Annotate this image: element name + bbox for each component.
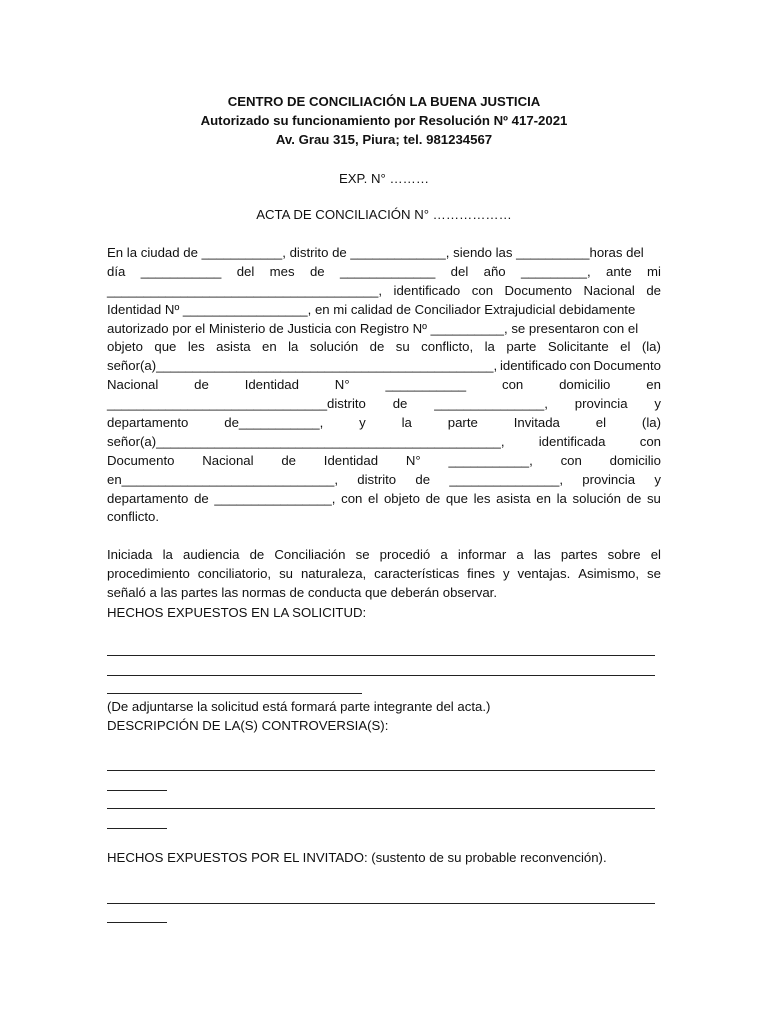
word: a <box>516 547 524 562</box>
word: con <box>471 282 494 298</box>
word: _______________, <box>449 471 564 487</box>
word: _____________________________________, <box>107 282 383 298</box>
word: de <box>646 282 661 298</box>
word: parte <box>506 339 537 355</box>
word: departamento <box>107 415 189 431</box>
word: naturaleza, <box>300 565 367 581</box>
intro-paragraph <box>107 244 661 527</box>
word: de <box>415 471 431 487</box>
word: ___________, <box>448 452 533 468</box>
word: que <box>445 490 468 506</box>
word: Solicitante <box>547 339 609 355</box>
word: asista <box>216 339 251 355</box>
word: _______________, <box>434 396 548 412</box>
word: Nacional <box>583 282 635 298</box>
text-line <box>107 546 661 565</box>
word: identificado <box>393 282 461 298</box>
blank-line <box>107 922 167 923</box>
section-heading-invitado: HECHOS EXPUESTOS POR EL INVITADO: (sustento de su probable reconvención). <box>107 850 607 865</box>
text-line <box>107 282 661 301</box>
word: conflicto, <box>421 339 474 355</box>
word: sobre <box>607 547 641 562</box>
word: de <box>249 547 265 562</box>
word: en <box>646 377 661 393</box>
blank-line <box>107 903 655 904</box>
word: de <box>281 452 297 468</box>
word: se <box>355 547 370 562</box>
word: y <box>359 415 366 431</box>
word: ___________ <box>140 263 222 279</box>
word: Nacional <box>202 452 254 468</box>
section-heading-solicitud: HECHOS EXPUESTOS EN LA SOLICITUD: <box>107 605 367 620</box>
word: la <box>288 339 299 355</box>
word: con <box>569 358 591 374</box>
word: características <box>374 565 460 581</box>
text-line <box>107 414 661 433</box>
word: del <box>236 263 255 279</box>
hearing-paragraph <box>107 546 661 603</box>
word: el <box>650 547 661 562</box>
blank-line <box>107 808 655 809</box>
word: señor(a)_______________________________________________, <box>107 433 505 449</box>
blank-line <box>107 655 655 656</box>
word: Identidad <box>323 452 379 468</box>
word: señaló a las partes las normas de conducta que deberán observar. <box>107 584 498 600</box>
word: distrito <box>357 471 397 487</box>
word: con <box>341 490 363 506</box>
word: el <box>620 339 631 355</box>
text-line <box>107 357 661 376</box>
word: y <box>654 396 661 412</box>
text-line <box>107 395 661 414</box>
word: Documento <box>504 282 572 298</box>
word: de <box>309 263 325 279</box>
blank-line <box>107 675 655 676</box>
act-number: ACTA DE CONCILIACIÓN N° ……………… <box>256 207 512 222</box>
word: el <box>368 490 379 506</box>
word: su <box>646 490 661 506</box>
center-name: CENTRO DE CONCILIACIÓN LA BUENA JUSTICIA <box>227 94 541 109</box>
text-line <box>107 490 661 509</box>
text-line <box>107 338 661 357</box>
word: Conciliación <box>274 547 346 562</box>
word: autorizado por el Ministerio de Justicia con Registro Nº __________, se presentaron con el <box>107 320 639 336</box>
word: en <box>262 339 277 355</box>
word: informar <box>457 547 507 562</box>
word: provincia <box>582 471 636 487</box>
word: identificado <box>499 358 567 374</box>
word: en <box>536 490 551 506</box>
word: en_____________________________, <box>107 471 339 487</box>
word: de <box>425 490 441 506</box>
word: con <box>560 452 582 468</box>
word: día <box>107 263 126 279</box>
file-number: EXP. N° ……… <box>338 171 430 186</box>
word: señor(a)______________________________________________, <box>107 358 498 374</box>
word: año <box>483 263 506 279</box>
word: de <box>194 377 209 393</box>
word: (la) <box>641 339 661 355</box>
word: procedió <box>379 547 431 562</box>
word: conciliatorio, <box>197 565 272 581</box>
word: y <box>502 565 510 581</box>
word: _____________ <box>339 263 436 279</box>
word: la <box>401 415 412 431</box>
word: domicilio <box>559 377 611 393</box>
document-header <box>0 92 768 149</box>
word: del <box>450 263 469 279</box>
word: de <box>392 396 408 412</box>
word: objeto <box>107 339 143 355</box>
word: mi <box>647 263 661 279</box>
word: de <box>194 490 209 506</box>
section-heading-controversia: DESCRIPCIÓN DE LA(S) CONTROVERSIA(S): <box>107 718 389 733</box>
word: su <box>395 339 410 355</box>
word: Identidad Nº _________________, en mi calidad de Conciliador Extrajudicial debidamente <box>107 301 636 317</box>
word: el <box>595 415 607 431</box>
word: con <box>639 433 661 449</box>
word: Nacional <box>107 377 159 393</box>
word: Documento <box>107 452 175 468</box>
word: la <box>484 339 495 355</box>
word: de <box>369 339 385 355</box>
word: audiencia <box>182 547 240 562</box>
text-line <box>107 263 661 282</box>
text-line <box>107 508 661 527</box>
word: Identidad <box>244 377 299 393</box>
word: partes <box>560 547 598 562</box>
word: ________________, <box>214 490 336 506</box>
word: domicilio <box>609 452 661 468</box>
word: solución <box>572 490 621 506</box>
word: asista <box>496 490 531 506</box>
word: fines <box>467 565 495 581</box>
text-line <box>107 452 661 471</box>
word: procedimiento <box>107 565 190 581</box>
word: se <box>647 565 661 581</box>
blank-line <box>107 828 167 829</box>
blank-line <box>107 770 655 771</box>
word: conflicto. <box>107 509 160 525</box>
word: la <box>162 547 173 562</box>
word: provincia <box>574 396 628 412</box>
text-line <box>107 471 661 490</box>
text-line <box>107 433 661 452</box>
word: _________, <box>520 263 591 279</box>
word: la <box>556 490 567 506</box>
word: mes <box>269 263 295 279</box>
text-line <box>107 301 661 320</box>
word: ______________________________distrito <box>107 396 366 412</box>
text-line <box>107 584 661 603</box>
word: les <box>473 490 491 506</box>
word: ___________ <box>385 377 467 393</box>
word: Invitada <box>513 415 560 431</box>
word: que <box>154 339 177 355</box>
authorization-line: Autorizado su funcionamiento por Resolución Nº 417-2021 <box>200 113 568 128</box>
word: parte <box>447 415 478 431</box>
word: Documento <box>593 358 661 374</box>
attachment-note: (De adjuntarse la solicitud está formará parte integrante del acta.) <box>107 699 491 714</box>
word: objeto <box>383 490 420 506</box>
text-line <box>107 244 661 263</box>
word: de___________, <box>224 415 324 431</box>
blank-line <box>107 693 362 694</box>
word: ante <box>606 263 632 279</box>
word: su <box>279 565 293 581</box>
word: solución <box>309 339 359 355</box>
word: identificada <box>538 433 606 449</box>
word: Iniciada <box>107 547 153 562</box>
word: En la ciudad de ___________, distrito de _____________, siendo las __________horas del <box>107 245 644 260</box>
word: a <box>440 547 448 562</box>
blank-line <box>107 790 167 791</box>
word: y <box>654 471 661 487</box>
word: N° <box>405 452 421 468</box>
word: N° <box>334 377 350 393</box>
word: Asimismo, <box>578 565 640 581</box>
address-line: Av. Grau 315, Piura; tel. 981234567 <box>275 132 493 147</box>
word: las <box>533 547 551 562</box>
word: (la) <box>641 415 661 431</box>
word: departamento <box>107 490 189 506</box>
word: ventajas. <box>517 565 571 581</box>
word: de <box>626 490 642 506</box>
text-line <box>107 565 661 584</box>
text-line <box>107 376 661 395</box>
word: con <box>501 377 524 393</box>
word: les <box>187 339 205 355</box>
text-line <box>107 320 661 339</box>
